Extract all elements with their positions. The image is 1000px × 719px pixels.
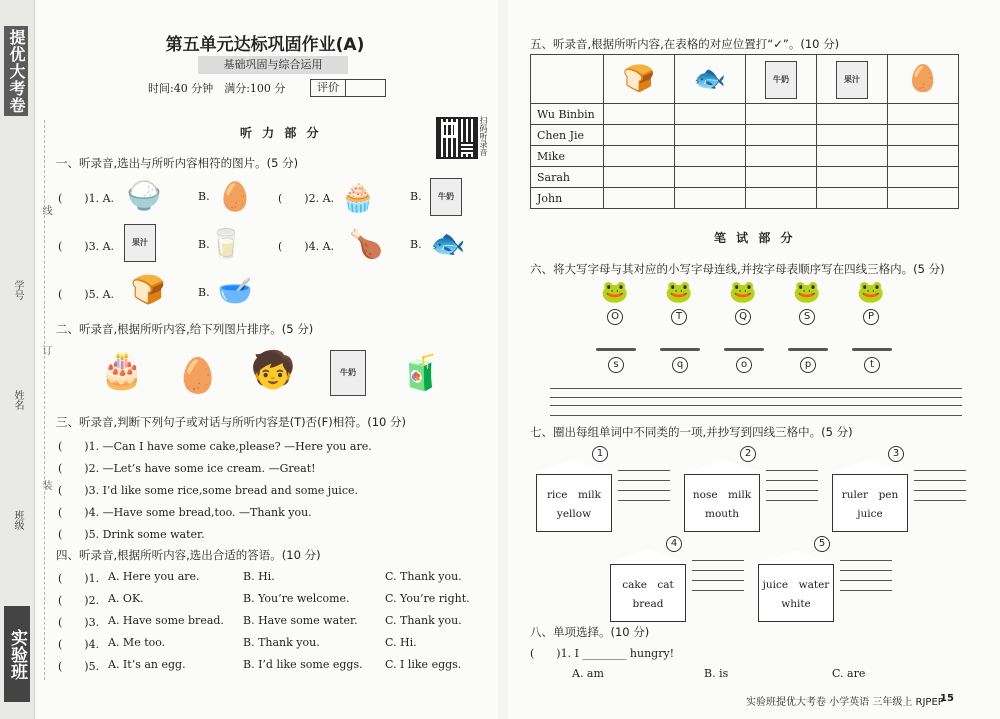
word-house: 3 ruler pen juice xyxy=(832,460,908,532)
rotor-icon xyxy=(852,348,892,351)
house-number: 4 xyxy=(666,536,682,552)
question-8-title: 八、单项选择。(10 分) xyxy=(530,625,650,639)
evaluation-box[interactable] xyxy=(310,79,386,97)
table-row: Wu Binbin xyxy=(531,104,959,125)
cut-label: 订 xyxy=(40,345,51,355)
word-house: 5 juice water white xyxy=(758,550,834,622)
spine-label-student-number: 学号 xyxy=(12,280,23,300)
juice-box-icon: 果汁 xyxy=(124,224,156,262)
spine-label-class: 班级 xyxy=(12,510,23,530)
question-1-title: 一、听录音,选出与所听内容相符的图片。(5 分) xyxy=(56,156,299,170)
egg-icon: 🥚 xyxy=(217,180,253,213)
spine-label-name: 姓名 xyxy=(12,390,23,410)
question-3-title: 三、听录音,判断下列句子或对话与所听内容是(T)否(F)相符。(10 分) xyxy=(56,415,407,429)
listening-section-header: 听 力 部 分 xyxy=(240,126,322,140)
frog-letter[interactable]: 🐸 T xyxy=(664,282,694,325)
milk-carton-icon: 牛奶 xyxy=(330,350,366,396)
roof-icon xyxy=(680,460,764,474)
cut-label: 线 xyxy=(40,205,51,215)
roof-icon xyxy=(754,550,838,564)
left-page: 提优大考卷 学号 姓名 班级 实验班 线 订 装 第五单元达标巩固作业(A) 基础巩固与综合运用 时间:40 分钟 满分:100 分 评价 扫码听录音 听 力 部 分 一、听录音,选出与所听内容相符的图片。(5 分) ( )1. A. 🍚 B. 🥚 ( )2. A. 🧁 B. 牛奶 ( )3. A. 果汁 B. 🥛 ( )4. A. 🍗 B. 🐟 ( )5. A. 🍞 B. 🥣 二、听录音,根据所听内容,给下列图片排序。(5 分) 🎂 🥚 🧒 牛奶 🧃 三、听录音,判断下列句子或对话与所听内容是(T)否(F)相符。(10 分) ( )1. —Can I have some cake,please? —Here you are. ( )2. —Let’s have some ice cream. —Great! ( )3. I’d like some rice,some bread and some juice. ( )4. —Have some bread,too. —Thank you. ( )5. Drink some water. 四、听录音,根据所听内容,选出合适的答语。(10 分) ( )1. A. Here you are. B. Hi. C. Thank you. ( )2. A. OK. B. You’re welcome. C. You’re right. ( )3. A. Have some bread. B. Have some water. C. Thank you. ( )4. A. Me too. B. Thank you. C. Hi. ( )5. A. It’s an egg. B. I’d like some eggs. C. I like eggs. xyxy=(0,0,498,719)
rotor-icon xyxy=(788,348,828,351)
milk-carton-icon: 牛奶 xyxy=(430,178,462,216)
answer-lines[interactable] xyxy=(840,560,892,600)
table-row: Mike xyxy=(531,146,959,167)
qr-code-icon[interactable] xyxy=(436,117,478,159)
house-number: 2 xyxy=(740,446,756,462)
birthday-cake-icon: 🎂 xyxy=(99,350,145,391)
rotor-icon xyxy=(724,348,764,351)
question-2-title: 二、听录音,根据所听内容,给下列图片排序。(5 分) xyxy=(56,322,314,336)
house-number: 5 xyxy=(814,536,830,552)
helicopter-letter[interactable]: o xyxy=(724,348,764,373)
cut-label: 装 xyxy=(40,480,51,490)
footer-text: 实验班提优大考卷 小学英语 三年级上 RJPEP xyxy=(746,697,944,708)
house-number: 3 xyxy=(888,446,904,462)
brand-logo-bottom: 实验班 xyxy=(4,606,30,702)
table-row: Chen Jie xyxy=(531,125,959,146)
q8-question-1: ( )1. I ________ hungry! xyxy=(530,647,675,660)
q3-item: ( )1. —Can I have some cake,please? —Here you are. xyxy=(58,440,372,453)
answer-lines[interactable] xyxy=(766,470,818,510)
question-5-title: 五、听录音,根据所听内容,在表格的对应位置打“✓”。(10 分) xyxy=(530,37,840,51)
juice-box-icon: 果汁 xyxy=(817,55,888,104)
rotor-icon xyxy=(660,348,700,351)
helicopter-letter[interactable]: p xyxy=(788,348,828,373)
checkmark-table xyxy=(530,54,959,209)
fish-plate-icon: 🐟 xyxy=(430,227,466,260)
frog-letter[interactable]: 🐸 O xyxy=(600,282,630,325)
right-page xyxy=(508,0,1000,719)
table-row: Sarah xyxy=(531,167,959,188)
roof-icon xyxy=(828,460,912,474)
question-6-title: 六、将大写字母与其对应的小写字母连线,并按字母表顺序写在四线三格内。(5 分) xyxy=(530,262,945,276)
written-section-header: 笔 试 部 分 xyxy=(714,231,796,245)
answer-lines[interactable] xyxy=(618,470,670,510)
word-house: 4 cake cat bread xyxy=(610,550,686,622)
juice-glass-icon: 🧃 xyxy=(399,353,443,393)
fish-plate-icon: 🐟 xyxy=(675,55,746,104)
q3-item: ( )4. —Have some bread,too. —Thank you. xyxy=(58,506,312,519)
q3-item: ( )2. —Let’s have some ice cream. —Great! xyxy=(58,462,316,475)
cupcake-icon: 🧁 xyxy=(340,181,376,214)
frog-letter[interactable]: 🐸 S xyxy=(792,282,822,325)
cut-line xyxy=(44,120,45,680)
q8-option-b[interactable]: B. is xyxy=(704,667,729,680)
evaluation-label: 评价 xyxy=(311,80,346,96)
milk-carton-icon: 牛奶 xyxy=(746,55,817,104)
egg-icon: 🥚 xyxy=(888,55,959,104)
frog-icon: 🐸 xyxy=(601,280,629,305)
frog-letter[interactable]: 🐸 P xyxy=(856,282,886,325)
question-7-title: 七、圈出每组单词中不同类的一项,并抄写到四线三格中。(5 分) xyxy=(530,425,853,439)
page-number: 15 xyxy=(940,693,954,704)
subtitle-banner: 基础巩固与综合运用 xyxy=(198,56,348,74)
bread-icon: 🍞 xyxy=(130,273,166,306)
q3-item: ( )3. I’d like some rice,some bread and some juice. xyxy=(58,484,358,497)
q8-option-a[interactable]: A. am xyxy=(572,667,604,680)
house-number: 1 xyxy=(592,446,608,462)
q8-option-c[interactable]: C. are xyxy=(832,667,866,680)
boy-drinking-icon: 🧒 xyxy=(250,350,296,391)
q1-item-num: ( )1. A. xyxy=(58,192,115,205)
four-line-writing-area[interactable] xyxy=(550,388,962,416)
page-title: 第五单元达标巩固作业(A) xyxy=(165,35,365,55)
helicopter-letter[interactable]: q xyxy=(660,348,700,373)
roof-icon xyxy=(532,460,616,474)
roof-icon xyxy=(606,550,690,564)
frog-icon: 🐸 xyxy=(793,280,821,305)
word-house: 2 nose milk mouth xyxy=(684,460,760,532)
egg-icon: 🥚 xyxy=(176,356,220,396)
binding-spine xyxy=(0,0,35,719)
time-score-info: 时间:40 分钟 满分:100 分 xyxy=(148,82,286,95)
frog-letter[interactable]: 🐸 Q xyxy=(728,282,758,325)
roast-chicken-icon: 🍗 xyxy=(348,227,384,260)
frog-icon: 🐸 xyxy=(729,280,757,305)
glass-water-icon: 🥛 xyxy=(208,227,244,260)
rice-bowl-icon: 🍚 xyxy=(126,179,162,212)
question-4-title: 四、听录音,根据所听内容,选出合适的答语。(10 分) xyxy=(56,548,321,562)
brand-logo-top: 提优大考卷 xyxy=(4,26,28,116)
helicopter-letter[interactable]: t xyxy=(852,348,892,373)
q3-item: ( )5. Drink some water. xyxy=(58,528,205,541)
qr-label: 扫码听录音 xyxy=(479,116,488,156)
bowl-icon: 🥣 xyxy=(217,274,253,307)
word-house: 1 rice milk yellow xyxy=(536,460,612,532)
frog-icon: 🐸 xyxy=(857,280,885,305)
frog-icon: 🐸 xyxy=(665,280,693,305)
answer-lines[interactable] xyxy=(692,560,744,600)
table-row: John xyxy=(531,188,959,209)
rotor-icon xyxy=(596,348,636,351)
answer-lines[interactable] xyxy=(914,470,966,510)
bread-icon: 🍞 xyxy=(604,55,675,104)
helicopter-letter[interactable]: s xyxy=(596,348,636,373)
